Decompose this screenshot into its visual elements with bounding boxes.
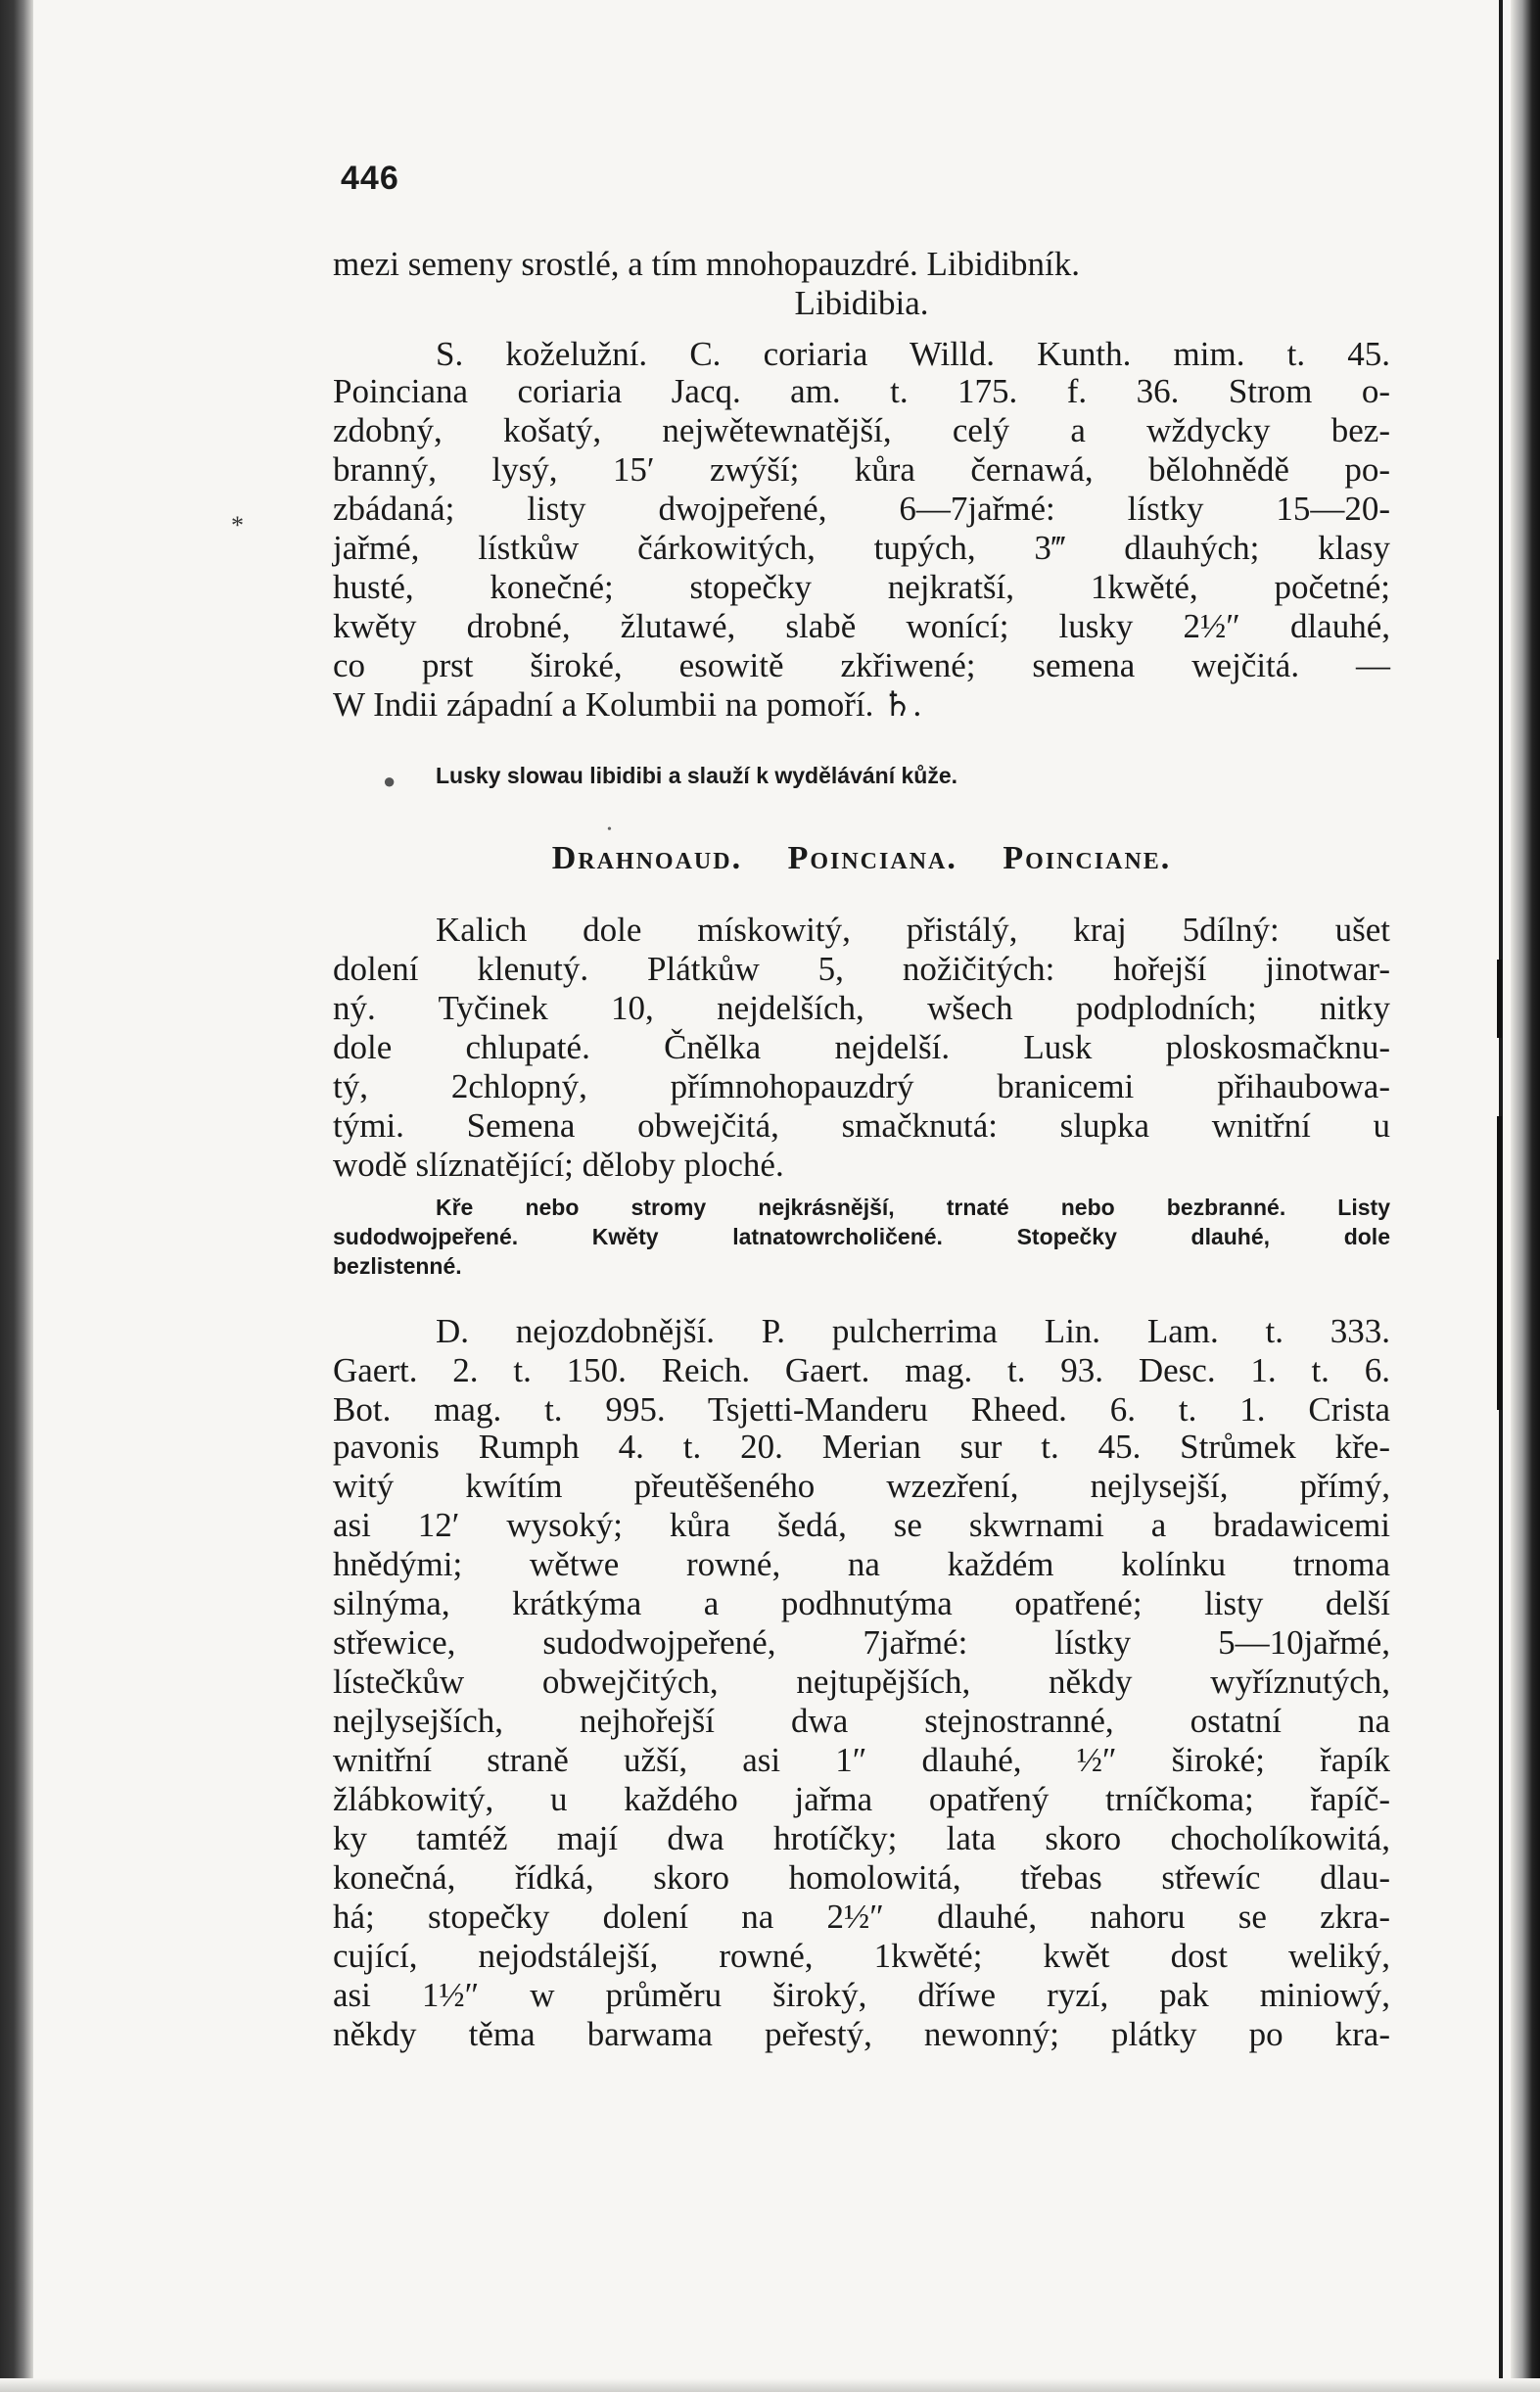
book-binding-left-edge [0,0,33,2392]
page-bottom-edge [0,2378,1540,2392]
text-line: žlábkowitý, u každého jařma opatřený trníčkoma; řapíč- [333,1780,1390,1818]
text-line: zbádaná; listy dwojpeřené, 6—7jařmé: lístky 15—20- [333,490,1390,528]
margin-note: * [231,511,244,539]
text-line: dolení klenutý. Plátkůw 5, nožičitých: hořejší jinotwar- [333,950,1390,988]
text-line: Kře nebo stromy nejkrásnější, trnaté nebo bezbranné. Listy [436,1195,1390,1220]
text-line: há; stopečky dolení na 2½″ dlauhé, nahoru se zkra- [333,1898,1390,1936]
text-line: dole chlupaté. Čnělka nejdelší. Lusk ploskosmačknu- [333,1028,1390,1066]
text-line: kwěty drobné, žlutawé, slabě wonící; lusky 2½″ dlauhé, [333,607,1390,645]
text-line: tými. Semena obwejčitá, smačknutá: slupka wnitřní u [333,1106,1390,1145]
edge-mark [1497,960,1502,1038]
genus-name-latin: Poinciana. [787,840,957,876]
text-line: ný. Tyčinek 10, nejdelších, wšech podplodních; nitky [333,989,1390,1027]
text-line: Gaert. 2. t. 150. Reich. Gaert. mag. t. 93. Desc. 1. t. 6. [333,1351,1390,1389]
text-line: sudodwojpeřené. Kwěty latnatowrcholičené. Stopečky dlauhé, dole [333,1224,1390,1249]
text-line: S. koželužní. C. coriaria Willd. Kunth. mim. t. 45. [436,335,1390,373]
text-line: W Indii západní a Kolumbii na pomoří. ♄. [333,685,922,724]
text-line: Kalich dole mískowitý, přistálý, kraj 5dílný: ušet [436,911,1390,949]
text-line: někdy těma barwama peřestý, newonný; plátky po kra- [333,2015,1390,2053]
edge-mark [1497,1116,1502,1410]
text-line: zdobný, košatý, nejwětewnatější, celý a wždycky bez- [333,411,1390,449]
text-line: hnědými; wětwe rowné, na každém kolínku trnoma [333,1545,1390,1583]
text-line: Bot. mag. t. 995. Tsjetti-Manderu Rheed. 6. t. 1. Crista [333,1390,1390,1429]
text-line: pavonis Rumph 4. t. 20. Merian sur t. 45. Strůmek kře- [333,1428,1390,1466]
text-line: witý kwítím přeutěšeného wzezření, nejlysejší, přímý, [333,1467,1390,1505]
text-line: silnýma, krátkýma a podhnutýma opatřené; listy delší [333,1584,1390,1622]
text-line: Libidibia. [794,284,929,322]
genus-name-czech: Drahnoaud. [551,840,743,876]
text-line: co prst široké, esowitě zkřiwené; semena wejčitá. — [333,646,1390,684]
text-line: wnitřní straně užší, asi 1″ dlauhé, ½″ široké; řapík [333,1741,1390,1779]
text-line: asi 1½″ w průměru široký, dříwe ryzí, pak miniowý, [333,1976,1390,2014]
text-line: jařmé, lístkůw čárkowitých, tupých, 3‴ dlauhých; klasy [333,529,1390,567]
text-line: ky tamtéž mají dwa hrotíčky; lata skoro chocholíkowitá, [333,1819,1390,1857]
text-line: lístečkůw obwejčitých, nejtupějších, někdy wyříznutých, [333,1663,1390,1701]
book-right-edge [1511,0,1540,2392]
text-line: Poinciana coriaria Jacq. am. t. 175. f. 36. Strom o- [333,372,1390,410]
text-line: cující, nejodstálejší, rowné, 1kwěté; kwět dost weliký, [333,1937,1390,1975]
text-line: bezlistenné. [333,1253,462,1279]
text-line: wodě slíznatějící; děloby ploché. [333,1146,784,1184]
genus-name-french: Poinciane. [1003,840,1172,876]
text-line: D. nejozdobnější. P. pulcherrima Lin. Lam. t. 333. [436,1312,1390,1350]
separator-dot: • [607,822,612,837]
text-line: konečná, řídká, skoro homolowitá, třebas střewíc dlau- [333,1858,1390,1897]
text-line: branný, lysý, 15′ zwýší; kůra černawá, bělohnědě po- [333,450,1390,489]
text-line: husté, konečné; stopečky nejkratší, 1kwěté, početné; [333,568,1390,606]
text-line: střewice, sudodwojpeřené, 7jařmé: lístky 5—10jařmé, [333,1623,1390,1662]
text-line: asi 12′ wysoký; kůra šedá, se skwrnami a bradawicemi [333,1506,1390,1544]
page-number: 446 [341,160,399,197]
note-libidibi: Lusky slowau libidibi a slauží k wydělávání kůže. [436,763,958,788]
text-line: tý, 2chlopný, přímnohopauzdrý branicemi přihaubowa- [333,1067,1390,1105]
bullet-dot: ● [383,769,397,793]
genus-heading [333,840,1390,877]
text-line: mezi semeny srostlé, a tím mnohopauzdré. Libidibník. [333,245,1081,283]
text-line: nejlysejších, nejhořejší dwa stejnostranné, ostatní na [333,1702,1390,1740]
